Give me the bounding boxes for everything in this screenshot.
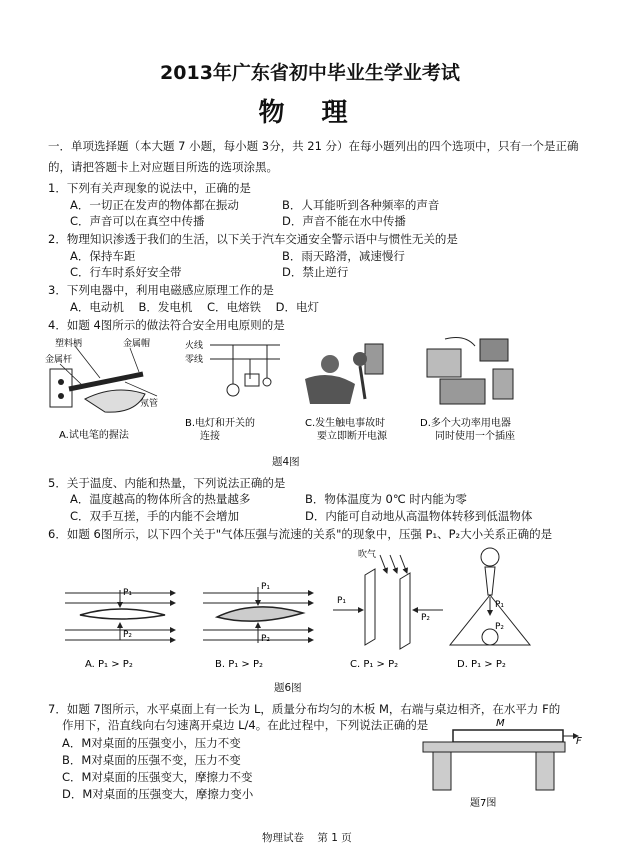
label-6b-p2: P₂ — [261, 634, 271, 644]
q7-option-c: C．M对桌面的压强变大，摩擦力不变 — [62, 770, 253, 784]
caption-4d-line1: D.多个大功率用电器 — [420, 418, 511, 429]
q1-option-c: C．声音可以在真空中传播 — [70, 214, 205, 228]
q5-option-a: A．温度越高的物体所含的热量越多 — [70, 492, 251, 506]
q6-figures — [55, 545, 565, 673]
table-top — [423, 742, 565, 752]
q5-stem: 5．关于温度、内能和热量，下列说法正确的是 — [48, 476, 286, 490]
caption-4a: A.试电笔的握法 — [59, 430, 129, 441]
q6-stem: 6．如题 6图所示，以下四个关于"气体压强与流速的关系"的现象中，压强 P₁、P₂大小关系正确的是 — [48, 527, 553, 541]
q7-stem-line1: 7．如题 7图所示，水平桌面上有一长为 L，质量分布均匀的木板 M，右端与桌边相齐，在水平力 F的 — [48, 702, 561, 716]
q1-option-d: D．声音不能在水中传播 — [282, 214, 406, 228]
label-6d-p2: P₂ — [495, 622, 505, 632]
label-6c-p1: P₁ — [337, 596, 347, 606]
caption-6c: C. P₁ > P₂ — [350, 659, 399, 670]
q7-option-a: A．M对桌面的压强变小，压力不变 — [62, 736, 241, 750]
label-6b-p1: P₁ — [261, 582, 271, 592]
q1-option-b: B．人耳能听到各种频率的声音 — [282, 198, 440, 212]
caption-6a: A. P₁ > P₂ — [85, 659, 133, 670]
q2-option-d: D．禁止逆行 — [282, 265, 349, 279]
label-6c-p2: P₂ — [421, 613, 431, 623]
label-blow: 吹气 — [358, 550, 377, 560]
exam-title: 2013年广东省初中毕业生学业考试 — [160, 62, 460, 84]
figure-4a-test-pen — [45, 337, 158, 441]
q3-stem: 3．下列电器中，利用电磁感应原理工作的是 — [48, 283, 274, 297]
q3-options: A．电动机 B．发电机 C．电熔铁 D．电灯 — [70, 300, 320, 314]
figure-4-caption: 题4图 — [272, 456, 300, 468]
label-6a-p2: P₂ — [123, 630, 133, 640]
section-intro-2: 的，请把答题卡上对应题目所选的选项涂黑。 — [48, 160, 278, 174]
subject-title: 物 理 — [258, 98, 362, 128]
q7-option-d: D．M对桌面的压强变大，摩擦力变小 — [62, 787, 254, 801]
q4-stem: 4．如题 4图所示的做法符合安全用电原则的是 — [48, 318, 285, 332]
q4-figures — [45, 334, 565, 442]
q1-stem: 1．下列有关声现象的说法中，正确的是 — [48, 181, 251, 195]
figure-4c-electric-shock — [305, 344, 388, 442]
section-intro-1: 一．单项选择题（本大题 7 小题，每小题 3分，共 21 分）在每小题列出的四个选项中，只有一个是正确 — [48, 139, 579, 153]
label-neutral-wire: 零线 — [185, 355, 204, 365]
label-metal-cap: 金属帽 — [123, 339, 151, 349]
q5-option-d: D．内能可自动地从高温物体转移到低温物体 — [305, 509, 533, 523]
label-metal-rod: 金属杆 — [45, 355, 73, 365]
figure-4d-overloaded-socket — [420, 338, 515, 442]
caption-4b-line2: 连接 — [200, 431, 220, 442]
q2-option-a: A．保持车距 — [70, 249, 136, 263]
board-m — [453, 730, 563, 742]
table-leg-right — [536, 752, 554, 790]
caption-4b-line1: B.电灯和开关的 — [185, 418, 256, 429]
caption-6d: D. P₁ > P₂ — [457, 659, 506, 670]
figure-6b-airflow-wing — [203, 582, 313, 670]
figure-6c-blow-between-papers — [333, 548, 443, 670]
caption-6b: B. P₁ > P₂ — [215, 659, 264, 670]
caption-4c-line1: C.发生触电事故时 — [305, 418, 386, 429]
q5-option-c: C．双手互搓，手的内能不会增加 — [70, 509, 240, 523]
page-footer: 物理试卷 第 1 页 — [262, 832, 352, 844]
caption-4d-line2: 同时使用一个插座 — [435, 431, 515, 442]
label-6a-p1: P₁ — [123, 588, 133, 598]
q7-option-b: B．M对桌面的压强不变，压力不变 — [62, 753, 241, 767]
figure-6-caption: 题6图 — [274, 682, 302, 694]
figure-7-caption: 题7图 — [470, 798, 497, 809]
label-force-f: F — [576, 736, 582, 747]
q2-option-c: C．行车时系好安全带 — [70, 265, 182, 279]
q1-option-a: A．一切正在发声的物体都在振动 — [70, 198, 239, 212]
q2-stem: 2．物理知识渗透于我们的生活，以下关于汽车交通安全警示语中与惯性无关的是 — [48, 232, 458, 246]
label-board-m: M — [496, 718, 505, 729]
label-neon-tube: 氖管 — [140, 399, 159, 409]
figure-6d-blow-funnel-ball — [450, 548, 530, 670]
q7-stem-line2: 作用下，沿直线向右匀速离开桌边 L/4。在此过程中，下列说法正确的是 — [62, 718, 429, 732]
q2-option-b: B．雨天路滑，减速慢行 — [282, 249, 405, 263]
label-plastic-handle: 塑料柄 — [55, 339, 83, 349]
table-leg-left — [433, 752, 451, 790]
figure-7-board-table — [418, 716, 588, 812]
figure-4b-lamp-switch — [185, 339, 280, 442]
caption-4c-line2: 要立即断开电源 — [317, 431, 387, 442]
q5-option-b: B．物体温度为 0℃ 时内能为零 — [305, 492, 467, 506]
label-live-wire: 火线 — [185, 341, 204, 351]
label-6d-p1: P₁ — [495, 600, 505, 610]
figure-6a-airflow-curved-plate — [65, 588, 175, 670]
